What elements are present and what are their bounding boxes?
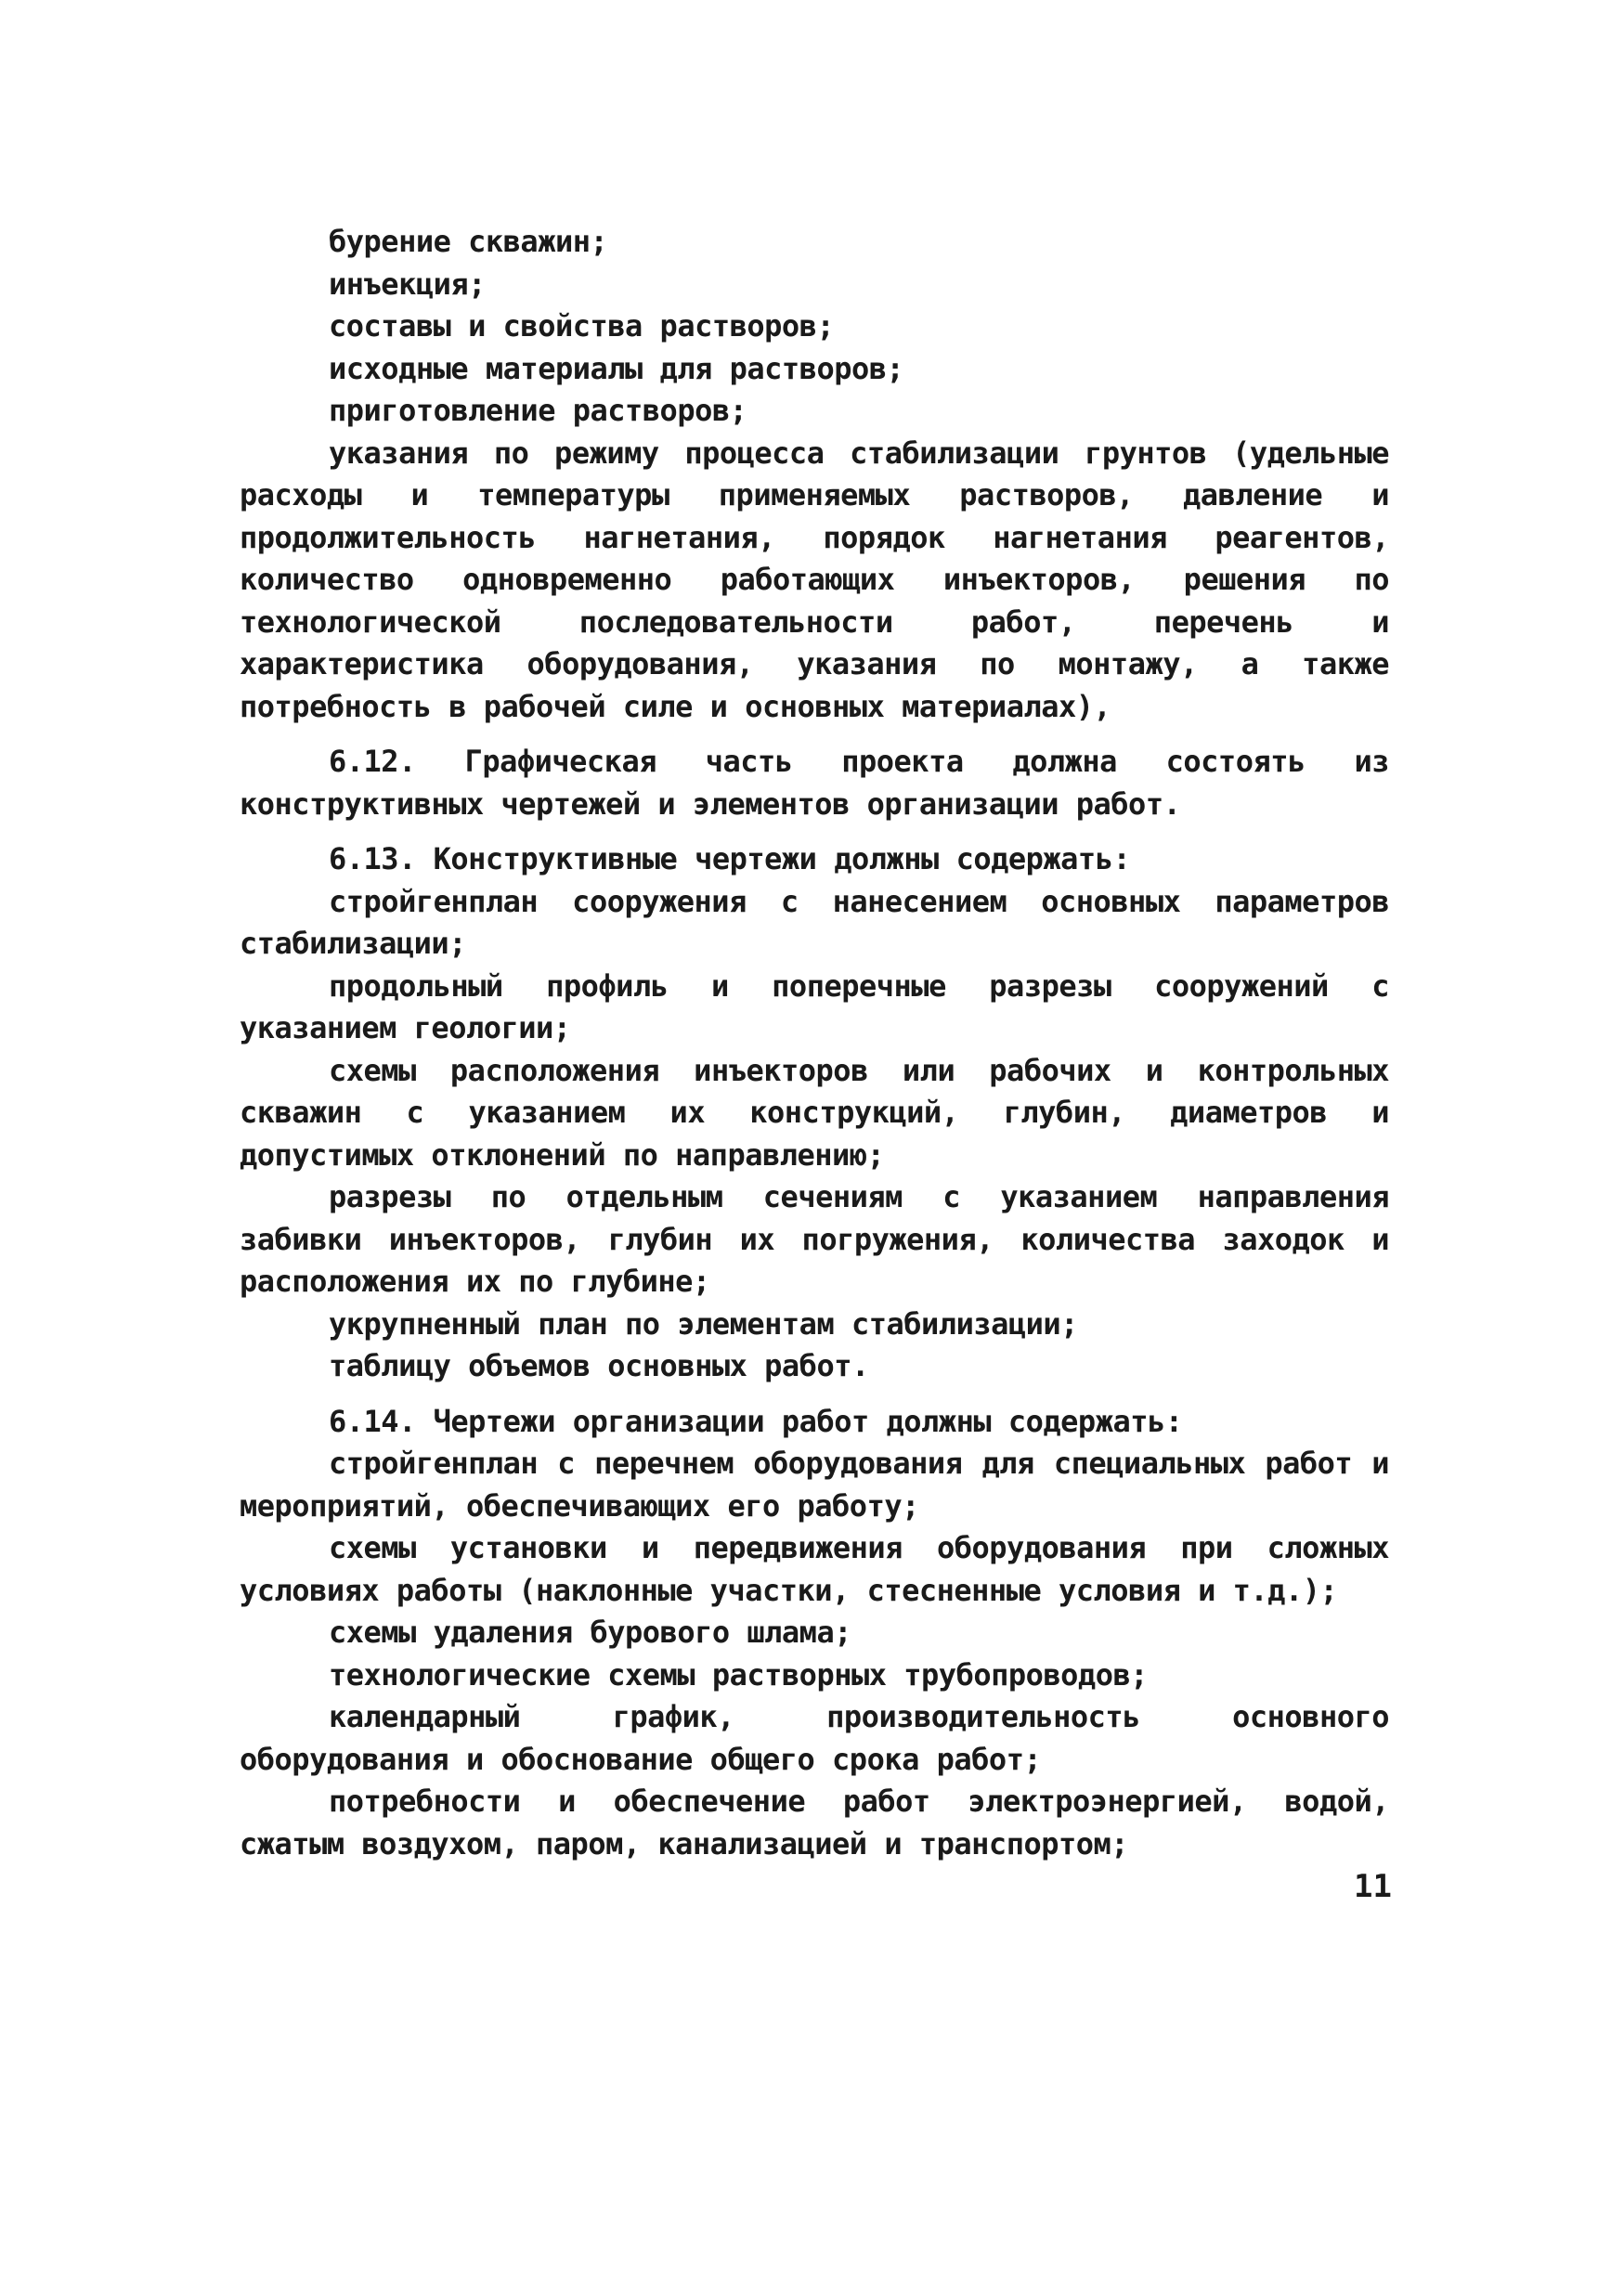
list-item: таблицу объемов основных работ. [329,1348,869,1383]
list-item: календарный график, производительность основного оборудования и обоснование общего срока работ; [240,1699,1389,1777]
section-6-14-heading: 6.14. Чертежи организации работ должны содержать: [329,1403,1183,1439]
list-item: стройгенплан с перечнем оборудования для специальных работ и мероприятий, обеспечивающих его работу; [240,1446,1389,1524]
list-item: схемы удаления бурового шлама; [329,1615,851,1650]
list-item: укрупненный план по элементам стабилизации; [329,1305,1078,1342]
list-item: бурение скважин; [329,224,608,259]
list-item: приготовление растворов; [329,393,747,428]
list-item: продольный профиль и поперечные разрезы сооружений с указанием геологии; [240,967,1389,1045]
list-item: исходные материалы для растворов; [329,350,904,386]
list-item: инъекция; [329,266,486,302]
section-6-12-paragraph: 6.12. Графическая часть проекта должна состоять из конструктивных чертежей и элементов организации работ. [240,744,1389,822]
list-item: схемы расположения инъекторов или рабочих и контрольных скважин с указанием их конструкций, глубин, диаметров и допустимых отклонений по направлению; [240,1052,1389,1173]
list-item: потребности и обеспечение работ электроэнергией, водой, сжатым воздухом, паром, канализацией и транспортом; [240,1784,1389,1861]
list-item: технологические схемы растворных трубопроводов; [329,1656,1148,1693]
section-6-13-heading: 6.13. Конструктивные чертежи должны содержать: [329,841,1131,876]
list-item: разрезы по отдельным сечениям с указанием направления забивки инъекторов, глубин их погружения, количества заходок и расположения их по глубине; [240,1179,1389,1299]
page-number: 11 [1354,1868,1392,1905]
list-item: составы и свойства растворов; [329,308,835,344]
list-item: указания по режиму процесса стабилизации грунтов (удельные расходы и температуры применяемых растворов, давление и продолжительность нагнетания, порядок нагнетания реагентов, количество одновременно работающих инъекторов, решения по технологической последовательности работ, перечень и характеристика оборудования, указания по монтажу, а также потребность в рабочей силе и основных материалах), [240,435,1389,724]
list-item: стройгенплан сооружения с нанесением основных параметров стабилизации; [240,883,1389,961]
document-body [240,221,1389,1865]
list-item: схемы установки и передвижения оборудования при сложных условиях работы (наклонные участки, стесненные условия и т.д.); [240,1530,1389,1608]
